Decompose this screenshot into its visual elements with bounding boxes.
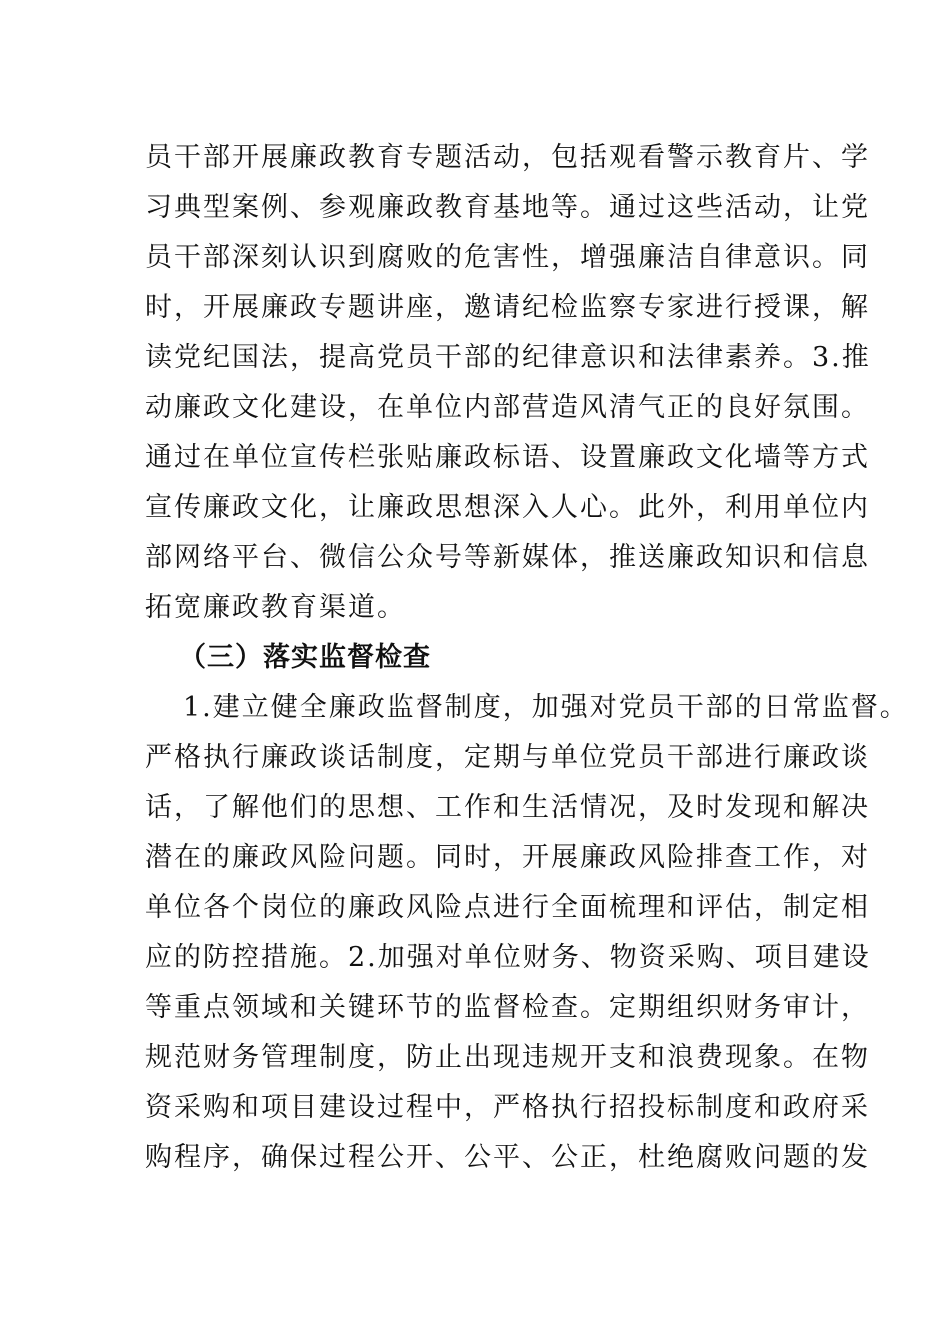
text-line: 员干部深刻认识到腐败的危害性，增强廉洁自律意识。同: [145, 242, 870, 273]
text-line: 等重点领域和关键环节的监督检查。定期组织财务审计，: [145, 992, 870, 1023]
text-line: 话，了解他们的思想、工作和生活情况，及时发现和解决: [145, 792, 870, 823]
document-body: [145, 133, 909, 1183]
text-line: 1.建立健全廉政监督制度，加强对党员干部的日常监督。: [183, 692, 909, 723]
text-line: 严格执行廉政谈话制度，定期与单位党员干部进行廉政谈: [145, 742, 870, 773]
text-line: 通过在单位宣传栏张贴廉政标语、设置廉政文化墙等方式: [145, 442, 870, 473]
text-line: 部网络平台、微信公众号等新媒体，推送廉政知识和信息: [145, 542, 870, 573]
paragraph-continued: [145, 133, 871, 633]
text-line: 读党纪国法，提高党员干部的纪律意识和法律素养。3.推: [145, 342, 871, 373]
text-line: 应的防控措施。2.加强对单位财务、物资采购、项目建设: [145, 942, 871, 973]
text-line: 规范财务管理制度，防止出现违规开支和浪费现象。在物: [145, 1042, 870, 1073]
text-line: 动廉政文化建设，在单位内部营造风清气正的良好氛围。: [145, 392, 870, 423]
section-heading: （三）落实监督检查: [179, 642, 431, 673]
text-line: 员干部开展廉政教育专题活动，包括观看警示教育片、学: [145, 142, 870, 173]
text-line: 习典型案例、参观廉政教育基地等。通过这些活动，让党: [145, 192, 870, 223]
text-line: 购程序，确保过程公开、公平、公正，杜绝腐败问题的发: [145, 1142, 870, 1173]
text-line: 单位各个岗位的廉政风险点进行全面梳理和评估，制定相: [145, 892, 870, 923]
text-line: 资采购和项目建设过程中，严格执行招投标制度和政府采: [145, 1092, 870, 1123]
text-line: 时，开展廉政专题讲座，邀请纪检监察专家进行授课，解: [145, 292, 870, 323]
text-line: 拓宽廉政教育渠道。: [145, 592, 406, 623]
text-line: 宣传廉政文化，让廉政思想深入人心。此外，利用单位内: [145, 492, 870, 523]
paragraph-supervision: [145, 683, 909, 1183]
text-line: 潜在的廉政风险问题。同时，开展廉政风险排查工作，对: [145, 842, 870, 873]
